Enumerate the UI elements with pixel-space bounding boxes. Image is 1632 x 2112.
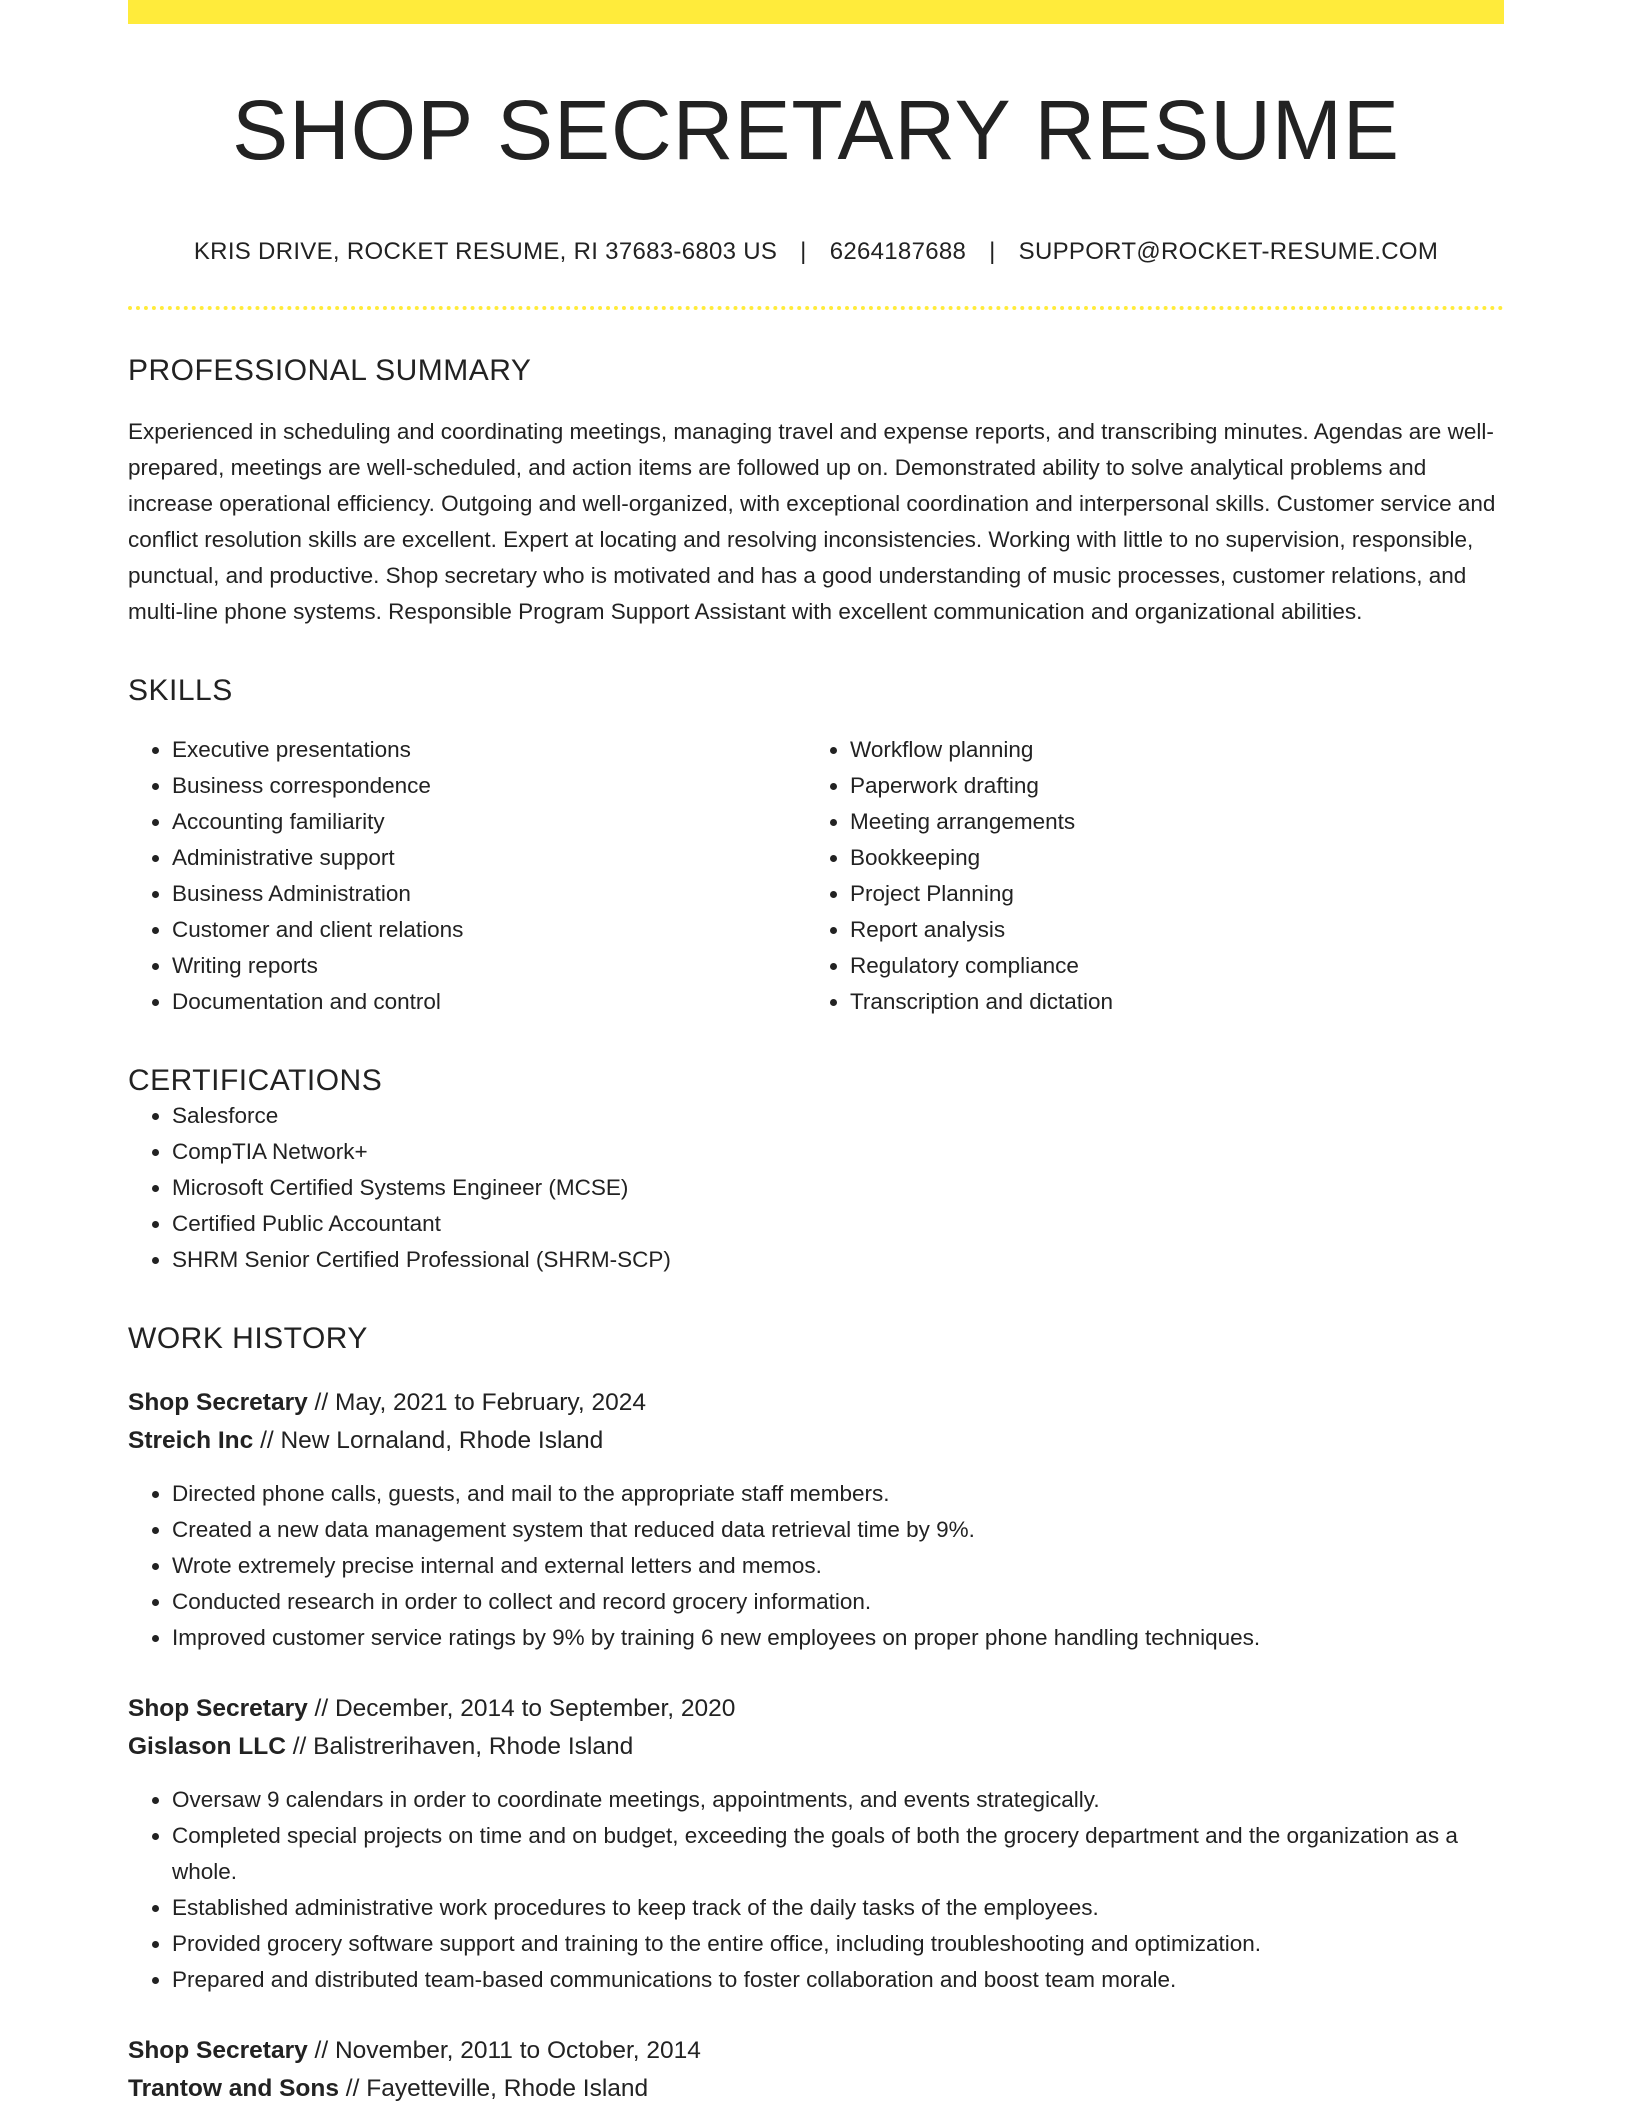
contact-address: KRIS DRIVE, ROCKET RESUME, RI 37683-6803 US bbox=[193, 238, 778, 266]
skills-column-left bbox=[128, 732, 806, 1020]
skills-section bbox=[128, 674, 1504, 1020]
job-bullets bbox=[128, 1476, 1504, 1656]
job-dates: // May, 2021 to February, 2024 bbox=[307, 1389, 646, 1417]
job-title-line bbox=[128, 1384, 1504, 1422]
skill-item: • Paperwork drafting bbox=[850, 768, 1484, 804]
job-bullet: • Wrote extremely precise internal and external letters and memos. bbox=[172, 1548, 1504, 1584]
job-bullet: • Directed phone calls, guests, and mail to the appropriate staff members. bbox=[172, 1476, 1504, 1512]
resume-page bbox=[128, 0, 1504, 2108]
job-title: Shop Secretary bbox=[128, 1389, 308, 1417]
skill-item: • Project Planning bbox=[850, 876, 1484, 912]
page-title: SHOP SECRETARY RESUME bbox=[232, 83, 1400, 177]
certifications-heading: CERTIFICATIONS bbox=[128, 1064, 383, 1098]
job-bullet: • Completed special projects on time and on budget, exceeding the goals of both the grocery department and the organization as a whole. bbox=[172, 1818, 1504, 1890]
skill-item: • Transcription and dictation bbox=[850, 984, 1484, 1020]
job-company: Gislason LLC bbox=[128, 1733, 286, 1761]
skills-heading: SKILLS bbox=[128, 674, 233, 708]
job-title-line bbox=[128, 1690, 1504, 1728]
certification-item: • Certified Public Accountant bbox=[172, 1206, 1504, 1242]
skill-item: • Report analysis bbox=[850, 912, 1484, 948]
job-company-line bbox=[128, 1422, 1504, 1460]
job-company: Trantow and Sons bbox=[128, 2075, 339, 2103]
skill-item: • Business Administration bbox=[172, 876, 806, 912]
contact-phone: 6264187688 bbox=[829, 238, 967, 266]
skill-item: • Writing reports bbox=[172, 948, 806, 984]
skill-item: • Meeting arrangements bbox=[850, 804, 1484, 840]
job-bullet: • Improved customer service ratings by 9% by training 6 new employees on proper phone handling techniques. bbox=[172, 1620, 1504, 1656]
job-title: Shop Secretary bbox=[128, 2037, 308, 2065]
contact-line bbox=[128, 238, 1504, 266]
work-history-heading: WORK HISTORY bbox=[128, 1322, 368, 1356]
job-entry bbox=[128, 1690, 1504, 1998]
skill-item: • Bookkeeping bbox=[850, 840, 1484, 876]
skills-list-left bbox=[128, 732, 806, 1020]
job-bullet: • Established administrative work procedures to keep track of the daily tasks of the employees. bbox=[172, 1890, 1504, 1926]
skill-item: • Administrative support bbox=[172, 840, 806, 876]
certification-item: • CompTIA Network+ bbox=[172, 1134, 1504, 1170]
certification-item: • Salesforce bbox=[172, 1098, 1504, 1134]
certification-item: • SHRM Senior Certified Professional (SHRM-SCP) bbox=[172, 1242, 1504, 1278]
summary-heading: PROFESSIONAL SUMMARY bbox=[128, 354, 532, 388]
job-dates: // November, 2011 to October, 2014 bbox=[307, 2037, 701, 2065]
job-location: // New Lornaland, Rhode Island bbox=[253, 1427, 604, 1455]
skills-column-right bbox=[806, 732, 1484, 1020]
summary-section bbox=[128, 354, 1504, 630]
certification-item: • Microsoft Certified Systems Engineer (MCSE) bbox=[172, 1170, 1504, 1206]
contact-email: SUPPORT@ROCKET-RESUME.COM bbox=[1018, 238, 1439, 266]
certifications-section bbox=[128, 1064, 1504, 1278]
job-title-line bbox=[128, 2032, 1504, 2070]
job-bullet: • Conducted research in order to collect and record grocery information. bbox=[172, 1584, 1504, 1620]
summary-text: Experienced in scheduling and coordinating meetings, managing travel and expense reports, and transcribing minutes. Agendas are well-prepared, meetings are well-scheduled, and action items are followed up on. Demonstrated ability to solve analytical problems and increase operational efficiency. Outgoing and well-organized, with exceptional coordination and interpersonal skills. Customer service and conflict resolution skills are excellent. Expert at locating and resolving inconsistencies. Working with little to no supervision, responsible, punctual, and productive. Shop secretary who is motivated and has a good understanding of music processes, customer relations, and multi-line phone systems. Responsible Program Support Assistant with excellent communication and organizational abilities. bbox=[128, 419, 1496, 625]
skill-item: • Customer and client relations bbox=[172, 912, 806, 948]
skill-item: • Regulatory compliance bbox=[850, 948, 1484, 984]
work-history-section bbox=[128, 1322, 1504, 2108]
contact-separator: | bbox=[800, 238, 807, 266]
job-dates: // December, 2014 to September, 2020 bbox=[307, 1695, 736, 1723]
job-company-line bbox=[128, 2070, 1504, 2108]
job-location: // Fayetteville, Rhode Island bbox=[339, 2075, 649, 2103]
job-bullet: • Created a new data management system that reduced data retrieval time by 9%. bbox=[172, 1512, 1504, 1548]
job-location: // Balistrerihaven, Rhode Island bbox=[285, 1733, 634, 1761]
job-entry bbox=[128, 2032, 1504, 2108]
top-accent-bar bbox=[128, 0, 1504, 24]
job-bullet: • Provided grocery software support and training to the entire office, including troubleshooting and optimization. bbox=[172, 1926, 1504, 1962]
job-company: Streich Inc bbox=[128, 1427, 254, 1455]
job-bullets bbox=[128, 1782, 1504, 1998]
job-title: Shop Secretary bbox=[128, 1695, 308, 1723]
skills-grid bbox=[128, 732, 1504, 1020]
skill-item: • Workflow planning bbox=[850, 732, 1484, 768]
skill-item: • Business correspondence bbox=[172, 768, 806, 804]
contact-separator: | bbox=[989, 238, 996, 266]
skills-list-right bbox=[806, 732, 1484, 1020]
skill-item: • Documentation and control bbox=[172, 984, 806, 1020]
job-bullet: • Prepared and distributed team-based communications to foster collaboration and boost team morale. bbox=[172, 1962, 1504, 1998]
job-company-line bbox=[128, 1728, 1504, 1766]
certifications-list bbox=[128, 1098, 1504, 1278]
skill-item: • Accounting familiarity bbox=[172, 804, 806, 840]
job-entry bbox=[128, 1384, 1504, 1656]
dotted-divider bbox=[128, 306, 1504, 310]
skill-item: • Executive presentations bbox=[172, 732, 806, 768]
job-bullet: • Oversaw 9 calendars in order to coordinate meetings, appointments, and events strategically. bbox=[172, 1782, 1504, 1818]
